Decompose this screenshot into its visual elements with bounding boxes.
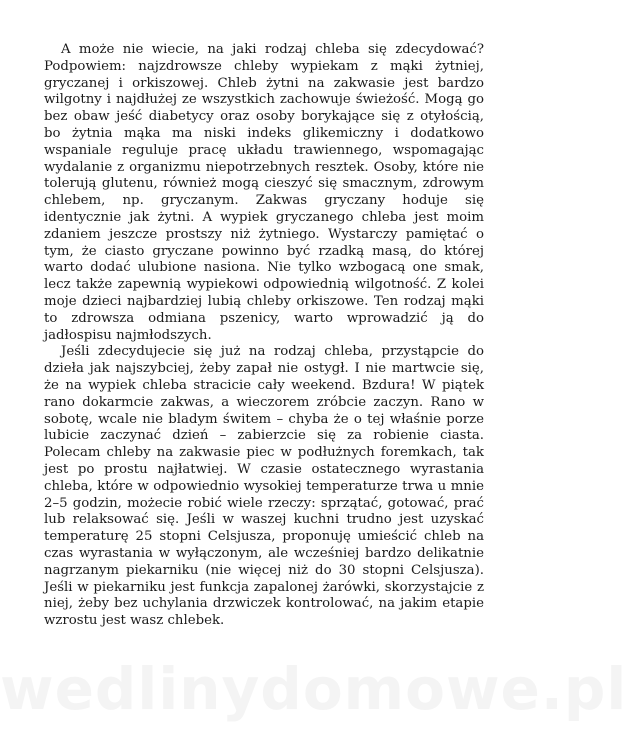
paragraph-bread-types: A może nie wiecie, na jaki rodzaj chleba się zdecydować? Podpowiem: najzdrowsze chleby wypiekam z mąki żytniej, gryczanej i orkiszowej. Chleb żytni na zakwasie jest bardzo wilgotny i najdłużej ze wszystkich zachowuje świeżość. Mogą go bez obaw jeść diabetycy oraz osoby borykające się z otyłością, bo żytnia mąka ma niski indeks glikemiczny i dodatkowo wspaniale reguluje pracę układu trawiennego, wspomagając wydalanie z organizmu niepotrzebnych resztek. Osoby, które nie tolerują glutenu, również mogą cieszyć się smacznym, zdrowym chlebem, np. gryczanym. Zakwas gryczany hoduje się identycznie jak żytni. A wypiek gryczanego chleba jest moim zdaniem jeszcze prostszy niż żytniego. Wystarczy pamiętać o tym, że ciasto gryczane powinno być rzadką masą, do której warto dodać ulubione nasiona. Nie tylko wzbogacą one smak, lecz także zapewnią wypiekowi odpowiednią wilgotność. Z kolei moje dzieci najbardziej lubią chleby orkiszowe. Ten rodzaj mąki to zdrowsza odmiana pszenicy, warto wprowadzić ją do jadłospisu najmłodszych.	[44, 42, 484, 343]
article-body	[44, 42, 484, 630]
watermark-text: wedlinydomowe.pl	[0, 655, 627, 723]
paragraph-baking-schedule: Jeśli zdecydujecie się już na rodzaj chleba, przystąpcie do dzieła jak najszybciej, żeby zapał nie ostygł. I nie martwcie się, że na wypiek chleba stracicie cały weekend. Bzdura! W piątek rano dokarmcie zakwas, a wieczorem zróbcie zaczyn. Rano w sobotę, wcale nie bladym świtem – chyba że o tej właśnie porze lubicie zaczynać dzień – zabierzcie się za robienie ciasta. Polecam chleby na zakwasie piec w podłużnych foremkach, tak jest po prostu najłatwiej. W czasie ostatecznego wyrastania chleba, które w odpowiednio wysokiej temperaturze trwa u mnie 2–5 godzin, możecie robić wiele rzeczy: sprzątać, gotować, prać lub relaksować się. Jeśli w waszej kuchni trudno jest uzyskać temperaturę 25 stopni Celsjusza, proponuję umieścić chleb na czas wyrastania w wyłączonym, ale wcześniej bardzo delikatnie nagrzanym piekarniku (nie więcej niż do 30 stopni Celsjusza). Jeśli w piekarniku jest funkcja zapalonej żarówki, skorzystajcie z niej, żeby bez uchylania drzwiczek kontrolować, na jakim etapie wzrostu jest wasz chlebek.	[44, 344, 484, 629]
